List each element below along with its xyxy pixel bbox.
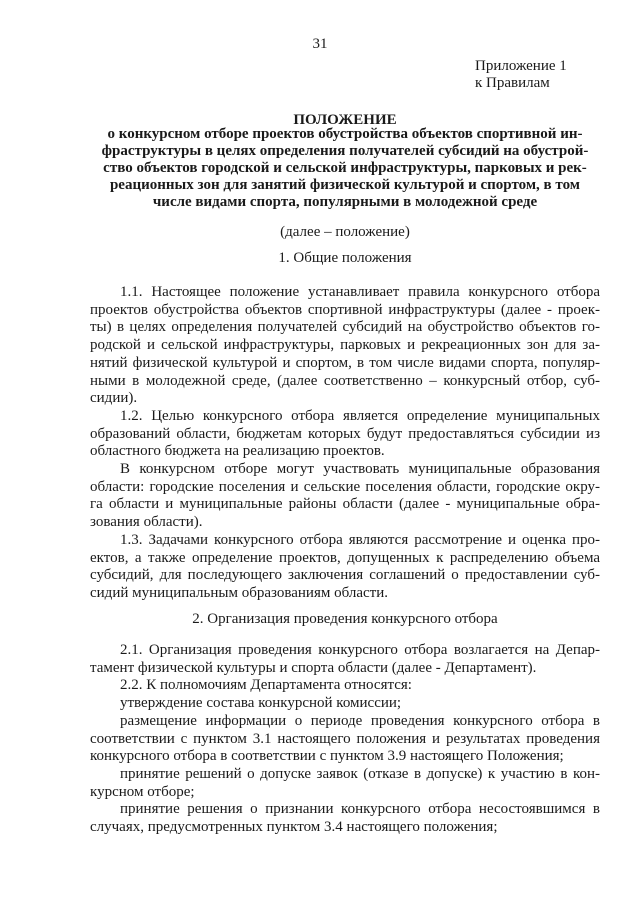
paragraph: [90, 284, 600, 408]
paragraph: [90, 408, 600, 461]
text-line: конкурсного отбора в соответствии с пунктом 3.9 настоящего Положения;: [90, 748, 564, 765]
text-line: 1.1. Настоящее положение устанавливает правила конкурсного отбора: [120, 284, 600, 300]
text-line: областного бюджета на реализацию проектов.: [90, 443, 385, 460]
subtitle-line: числе видами спорта, популярными в молодежной среде: [152, 194, 538, 210]
appendix-reference: [475, 58, 567, 92]
section-organization-body: [90, 642, 600, 837]
paragraph: [90, 766, 600, 801]
paragraph: [90, 461, 600, 532]
text-line: сидий муниципальным образованиям области.: [90, 584, 388, 601]
subtitle-line: реационных зон для занятий физической культурой и спортом, в том: [109, 177, 581, 193]
paragraph: [90, 713, 600, 766]
text-line: га области и муниципальные районы области (далее - муниципальные обра-: [90, 496, 600, 513]
text-line: принятие решений о допуске заявок (отказе в допуске) к участию в кон-: [120, 765, 600, 782]
text-line: тамент физической культуры и спорта области (далее - Департамент).: [90, 659, 537, 676]
document-title: ПОЛОЖЕНИЕ: [293, 112, 397, 128]
text-line: нятий физической культурой и спортом, в том числе видами спорта, популяр-: [90, 354, 600, 371]
paragraph: [90, 532, 600, 603]
text-line: субсидий, для последующего заключения соглашений о предоставлении суб-: [90, 567, 600, 584]
text-line: случаях, предусмотренных пунктом 3.4 настоящего положения;: [90, 819, 498, 836]
subtitle-line: ство объектов городской и сельской инфраструктуры, парковых и рек-: [103, 160, 587, 176]
document-subtitle: [90, 126, 600, 211]
document-note: (далее – положение): [280, 224, 410, 240]
text-line: родской и сельской инфраструктуры, парковых и рекреационных зон для за-: [90, 337, 600, 354]
text-line: курсном отборе;: [90, 783, 195, 800]
text-line: зования области).: [90, 514, 203, 531]
text-line: 2.2. К полномочиям Департамента относятся:: [120, 677, 412, 694]
appendix-line: к Правилам: [475, 75, 550, 91]
text-line: области: городские поселения и сельские поселения области, городские окру-: [90, 478, 600, 495]
text-line: образований области, бюджетам которых будут предоставляться субсидии из: [90, 425, 600, 442]
subtitle-line: о конкурсном отборе проектов обустройства объектов спортивной ин-: [107, 126, 583, 142]
appendix-line: Приложение 1: [475, 58, 567, 74]
text-line: соответствии с пунктом 3.1 настоящего положения и результатах проведения: [90, 730, 600, 747]
subtitle-line: фраструктуры в целях определения получателей субсидий на обустрой-: [101, 143, 589, 159]
text-line: 1.3. Задачами конкурсного отбора являются рассмотрение и оценка про-: [120, 531, 600, 548]
paragraph: [90, 642, 600, 677]
text-line: ты) в целях определения получателей субсидий на обустройство объектов го-: [90, 319, 600, 336]
text-line: размещение информации о периоде проведения конкурсного отбора в: [120, 712, 600, 729]
section-heading-organization: 2. Организация проведения конкурсного отбора: [192, 611, 498, 627]
text-line: ектов, а также определение проектов, допущенных к распределению объема: [90, 549, 600, 566]
text-line: В конкурсном отборе могут участвовать муниципальные образования: [120, 461, 600, 478]
text-line: 1.2. Целью конкурсного отбора является определение муниципальных: [120, 407, 600, 424]
page-number: 31: [312, 36, 328, 52]
text-line: сидии).: [90, 390, 138, 407]
section-heading-general: 1. Общие положения: [278, 250, 412, 266]
text-line: 2.1. Организация проведения конкурсного отбора возлагается на Депар-: [120, 642, 600, 658]
section-general-body: [90, 284, 600, 603]
paragraph: [90, 801, 600, 836]
paragraph: [90, 677, 600, 695]
text-line: принятие решения о признании конкурсного отбора несостоявшимся в: [120, 801, 600, 818]
paragraph: [90, 695, 600, 713]
text-line: проектов обустройства объектов спортивной инфраструктуры (далее - проек-: [90, 301, 600, 318]
text-line: ными в молодежной среде, (далее соответственно – конкурсный отбор, суб-: [90, 372, 600, 389]
text-line: утверждение состава конкурсной комиссии;: [120, 695, 402, 712]
